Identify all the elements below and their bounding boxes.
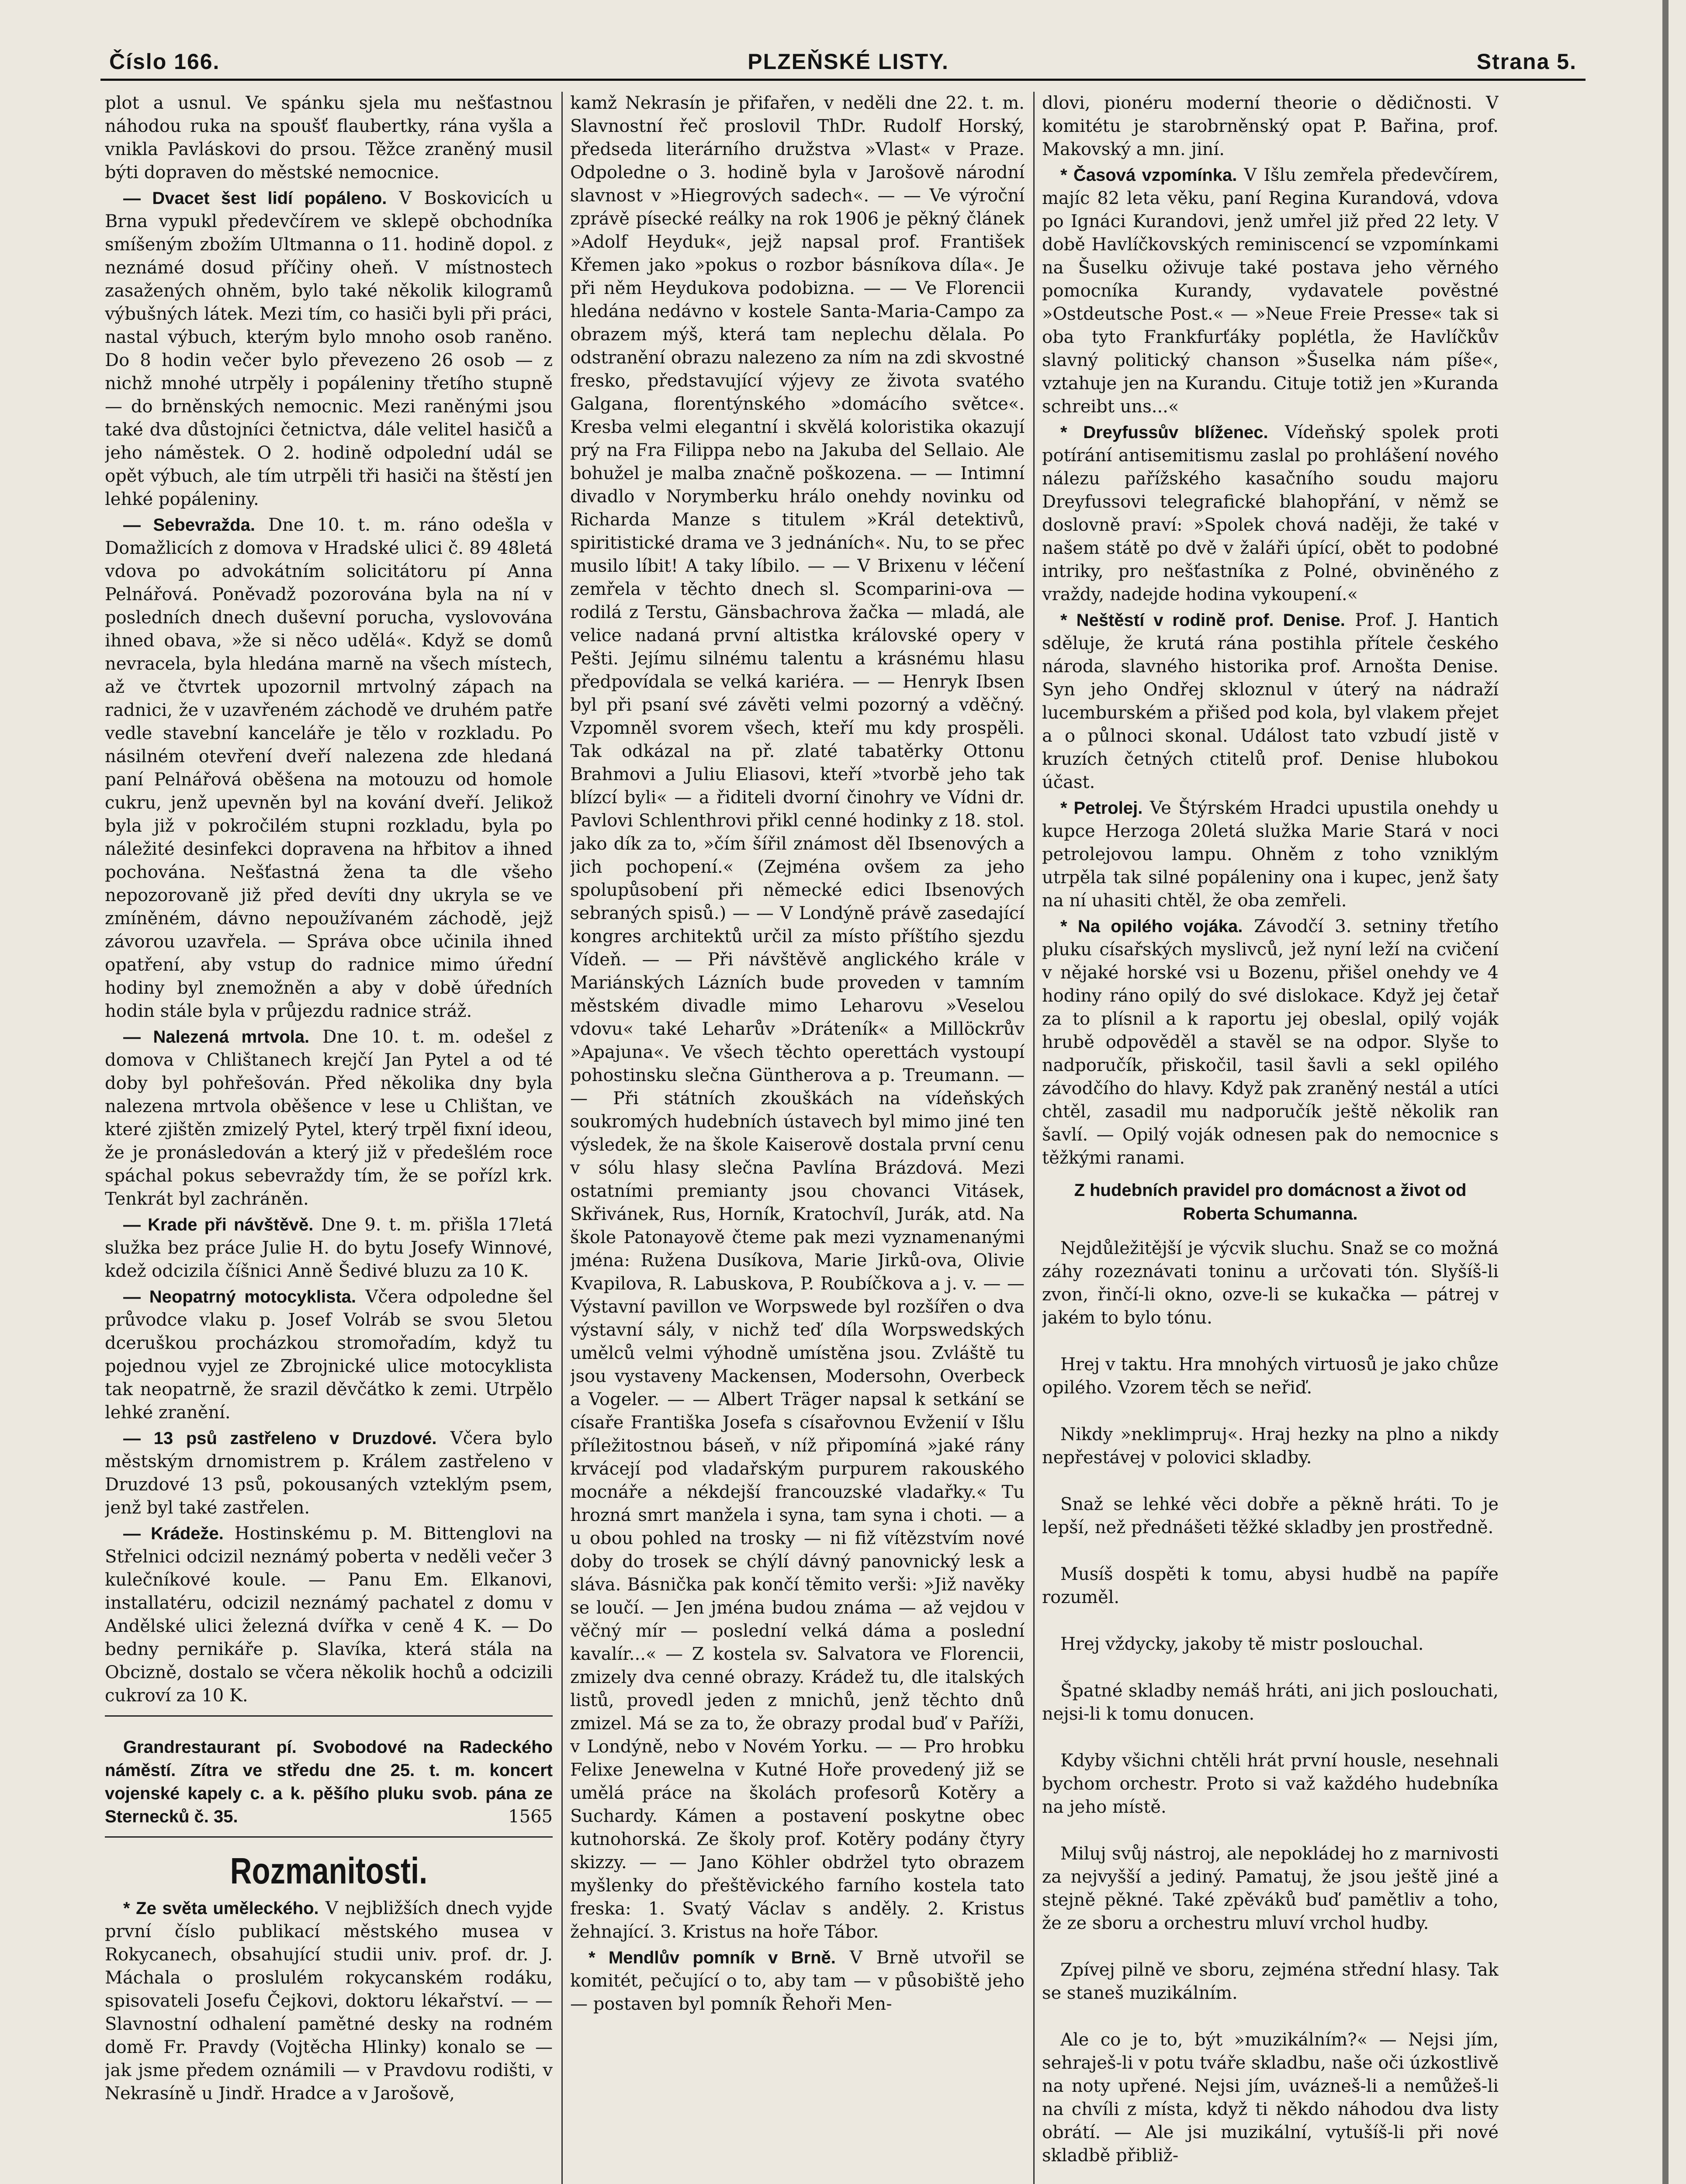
- article-headline: * Ze světa uměleckého.: [123, 1899, 319, 1918]
- miscellany-articles: [1042, 92, 1499, 2167]
- article-paragraph: [105, 1286, 553, 1424]
- section-heading: Rozmanitosti.: [230, 1850, 428, 1891]
- article-headline: * Neštěstí v rodině prof. Denise.: [1060, 611, 1345, 630]
- article-paragraph: [1042, 609, 1499, 794]
- article-paragraph: [1042, 1842, 1499, 1935]
- article-headline: — Dvacet šest lidí popáleno.: [123, 189, 387, 208]
- article-headline: — Sebevražda.: [123, 515, 255, 535]
- article-paragraph: [105, 187, 553, 511]
- article-headline: * Dreyfussův blíženec.: [1060, 423, 1268, 442]
- article-text: V Boskovicích u Brna vypukl předevčírem ve sklepě obchodníka smíšeným zbožím Ultmanna o 11. hodině dopol. z neznámé dosud příčiny oheň. V místnostech zasažených ohněm, bylo také několik kilogramů výbušných látek. Mezi tím, co hasiči byli při práci, nastal výbuch, kterým bylo mnoho osob raněno. Do 8 hodin večer bylo převezeno 26 osob — z nichž mnohé utrpěly i popáleniny třetího stupně — do brněnských nemocnic. Mezi raněnými jsou také dva důstojníci četnictva, dále velitel hasičů a jeho náměstek. O 2. hodině odpolední udál se opět výbuch, ale tím utrpěli tři hasiči na štěstí jen lehké popáleniny.: [105, 188, 553, 509]
- column-divider: [561, 92, 563, 2184]
- article-text: Prof. J. Hantich sděluje, že krutá rána postihla přítele českého národa, slavného historika prof. Arnošta Denise. Syn jeho Ondřej skloznul v úterý na nádraží lucemburském a přišed pod kola, byl vlakem přejet a o půlnoci skonal. Událost tato vzbudí jistě v kruzích četných ctitelů prof. Denise hlubokou účast.: [1042, 610, 1499, 792]
- column-divider: [1033, 92, 1035, 2184]
- article-text: Dne 10. t. m. odešel z domova v Chlištanech krejčí Jan Pytel a od té doby byl pohřešován. Před několika dny byla nalezena mrtvola oběšence v lese u Chlištan, ve které zjištěn zmizelý Pytel, který trpěl fixní ideou, že je pronásledován a který již v předešlém roce spáchal pokus sebevraždy tím, že se pořízl krk. Tenkrát byl zachráněn.: [105, 1027, 553, 1209]
- article-paragraph: [1042, 1959, 1499, 2005]
- article-text: V Brně utvořil se komitét, pečující o to, aby tam — v působiště jeho — postaven byl pomník Řehoři Men-: [570, 1948, 1025, 2014]
- article-paragraph: [570, 1946, 1025, 2016]
- article-paragraph: [1042, 1353, 1499, 1400]
- article-headline: * Časová vzpomínka.: [1060, 166, 1237, 185]
- article-text: Hostinskému p. M. Bittenglovi na Střelnici odcizil neznámý poberta v neděli večer 3 kulečníkové koule. — Panu Em. Elkanovi, installatéru, odcizil neznámý pachatel z domu v Andělské ulici železná dvířka v ceně 4 K. — Do bedny pernikáře p. Slavíka, která stála na Obcizně, dostalo se včera několik hochů a odcizili cukroví za 10 K.: [105, 1524, 553, 1706]
- article-headline: — Krádeže.: [123, 1524, 224, 1543]
- article-paragraph: [105, 92, 553, 184]
- article-text: Ve Štýrském Hradci upustila onehdy u kupce Herzoga 20letá služka Marie Stará v noci petrolejovou lampu. Ohněm z toho vzniklým utrpěla tak silné popáleniny ona i kupec, jenž šaty na ní uhasiti chtěl, že oba zemřeli.: [1042, 798, 1499, 911]
- article-text: Špatné skladby nemáš hráti, ani jich poslouchati, nejsi-li k tomu donucen.: [1042, 1681, 1499, 1724]
- article-paragraph: [105, 1213, 553, 1283]
- article-text: Nejdůležitější je výcvik sluchu. Snaž se co možná záhy rozeznávati toninu a určovati tón. Slyšíš-li zvon, řinčí-li okno, ozve-li se kukačka — pátrej v jakém to bylo tónu.: [1042, 1238, 1499, 1328]
- miscellany-articles: [570, 92, 1025, 2016]
- news-articles: [105, 92, 553, 1707]
- article-paragraph: [1042, 915, 1499, 1170]
- article-paragraph: [570, 92, 1025, 1944]
- column-3: [1042, 92, 1499, 2184]
- article-paragraph: [105, 1522, 553, 1707]
- article-text: kamž Nekrasín je přifařen, v neděli dne 22. t. m. Slavnostní řeč proslovil ThDr. Rudolf Horský, předseda literárního družstva »Vlast« v Praze. Odpoledne o 3. hodině byla v Jarošově národní slavnost v »Hiegrových sadech«. — — Ve výroční zprávě písecké reálky na rok 1906 je pěkný článek »Adolf Heyduk«, jejž napsal prof. František Křemen jako »pokus o rozbor básníkova díla«. Je při něm Heydukova podobizna. — — Ve Florencii hledána nedávno v kostele Santa-Maria-Campo za obrazem mýš, která tam neplechu dělala. Po odstranění obrazu nalezeno za ním na zdi skvostné fresko, představující výjevy ze života svatého Galgana, florentýnského »domácího světce«. Kresba velmi elegantní i skvělá koloristika okazují prý na Fra Filippa nebo na Jakuba del Sellaio. Ale bohužel je malba značně poškozena. — — Intimní divadlo v Norymberku hrálo onehdy novinku od Richarda Manze s titulem »Král detektivů, spiritistické drama ve 3 jednáních«. Nu, to se přec musilo líbit! A taky líbilo. — — V Brixenu v léčení zemřela v těchto dnech sl. Scomparini-ova — rodilá z Terstu, Gänsbachrova žačka — mladá, ale velice nadaná první altistka královské opery v Pešti. Jejímu silnému talentu a krásnému hlasu předpovídala se velká kariéra. — — Henryk Ibsen byl při psaní své závěti velmi pozorný a vděčný. Vzpomněl svorem všech, kteří mu kdy prospěli. Tak odkázal na př. zlaté tabatěrky Ottonu Brahmovi a Juliu Eliasovi, kteří »tvorbě jeho tak blízcí byli« — a řiditeli dvorní činohry ve Vídni dr. Pavlovi Schlenthrovi přikl cenné hodinky z 18. stol. jako dík za to, »čím šířil známost děl Ibsenových a jich pochopení.« (Zejména ovšem za jeho spolupůsobení při německé edici Ibsenových sebraných spisů.) — — V Londýně právě zasedající kongres architektů určil za místo příštího sjezdu Vídeň. — — Při návštěvě anglického krále v Mariánských Lázních bude proveden v tamním městském divadle mimo Leharovu »Veselou vdovu« také Leharův »Dráteník« a Millöckrův »Apajuna«. Ve všech těchto operettách vystoupí pohostinsku slečna Güntherova a p. Treumann. — — Při státních zkouškách na vídeňských soukromých hudebních ústavech byl mimo jiné ten výsledek, že na škole Kaiserově dostala první cenu v sólu hlasy slečna Pavlína Brázdová. Mezi ostatními premianty jsou chovanci Vitásek, Skřivánek, Rus, Horník, Kratochvíl, Jurák, atd. Na škole Patonayově čteme pak mezi vyznamenanými jména: Ruženа Dusíkova, Marie Jirků-ova, Olivie Kvapilova, R. Labuskova, P. Roubíčkova a j. v. — — Výstavní pavillon ve Worpswede byl rozšířen o dva výstavní sály, v nichž teď díla Worpswedských umělců velmi výhodně umístěna jsou. Zvláště tu jsou vystaveny Mackensen, Modersohn, Overbeck a Vogeler. — — Albert Träger napsal k setkání se císaře Františka Josefa s císařovnou Evženií v Išlu příležitostnou báseň, v níž připomíná »jaké rány krvácejí pod vladařským purpurem rakouského mocnáře a nékdejší francouzské vladařky.« Tu hrozná smrt manžela i syna, tam syna i choti. — a u obou pohled na trosky — ni fiž vítězstvím nové doby do trosek se chýlí dávný panovnický lesk a sláva. Básnička pak končí těmito verši: »Již navěky se loučí. — Jen jména budou známa — až vejdou v věčný mír — poslední velká dáma a poslední kavalír...« — Z kostela sv. Salvatora ve Florencii, zmizely dva cenné obrazy. Krádež tu, dle italských listů, provedl jeden z mnichů, jenž těchto dnů zmizel. Má se za to, že obrazy prodal buď v Paříži, v Londýně, nebo v Novém Yorku. — — Pro hrobku Felixe Jenewelna v Kutné Hoře provedený již se umělá práce na školách profesorů Kotěry a Suchardy. Kámen a postavení poskytne obec kutnohorská. Ze školy prof. Kotěry podány čtyry skizzy. — — Jano Köhler obdržel tyto obrazem myšlenky do přeštěvického farního kostela tato freska: 1. Svatý Václav s anděly. 2. Kristus žehnající. 3. Kristus na hoře Tábor.: [570, 93, 1025, 1942]
- article-paragraph: [105, 1427, 553, 1520]
- article-paragraph: [1042, 1679, 1499, 1726]
- article-text: Hrej vždycky, jakoby tě mistr poslouchal.: [1060, 1634, 1424, 1654]
- article-paragraph: [1042, 1423, 1499, 1469]
- separator-rule: [105, 1715, 553, 1717]
- article-paragraph: [105, 514, 553, 1023]
- article-headline: * Na opilého vojáka.: [1060, 917, 1243, 936]
- article-text: Kdyby všichni chtěli hrát první housle, nesehnali bychom orchestr. Proto si važ každého hudebníka na jeho místě.: [1042, 1751, 1499, 1817]
- article-paragraph: [1042, 1749, 1499, 1819]
- article-text: Závodčí 3. setniny třetího pluku císařských myslivců, jež nyní leží na cvičení v nějaké horské vsi u Bozenu, přišel onehdy ve 4 hodiny ráno opilý do své dislokace. Když jej četař za to plísnil a k raportu jej obeslal, opilý voják hrubě odpověděl a stavěl se na odpor. Slyše to nadporučík, přiskočil, tasil šavli a sekl opilého závodčího do hlavy. Když pak zraněný nestál a utíci chtěl, zasadil mu nadporučík ještě několik ran šavlí. — Opilý voják odnesen pak do nemocnice s těžkými ranami.: [1042, 916, 1499, 1168]
- article-paragraph: [1042, 164, 1499, 418]
- ad-text: Grandrestaurant pí. Svobodové na Radeckého náměstí. Zítra ve středu dne 25. t. m. koncert vojenské kapely c. a k. pěšího pluku svob. pána ze Sternecků č. 35.: [105, 1738, 553, 1826]
- article-text: Musíš dospěti k tomu, abysi hudbě na papíře rozuměl.: [1042, 1564, 1499, 1607]
- article-paragraph: [1042, 2028, 1499, 2167]
- ad-number: 1565: [508, 1807, 553, 1827]
- article-paragraph: [1042, 1633, 1499, 1656]
- article-headline: — 13 psů zastřeleno v Druzdové.: [123, 1429, 437, 1448]
- article-paragraph: [1042, 92, 1499, 161]
- page-header: [109, 39, 1577, 74]
- article-text: Hrej v taktu. Hra mnohých virtuosů je jako chůze opilého. Vzorem těch se neřiď.: [1042, 1355, 1499, 1398]
- article-text: plot a usnul. Ve spánku sjela mu nešťastnou náhodou ruka na spoušť flaubertky, rána vyšla a vnikla Pavláskovi do prsou. Těžce zraněný musil býti dopraven do městské nemocnice.: [105, 93, 553, 183]
- article-text: Včera odpoledne šel průvodce vlaku p. Josef Volráb se svou 5letou dceruškou procházkou stromořadím, když tu pojednou vyjel ze Zbrojnické ulice motocyklista tak neopatrně, že srazil děvčátko k zemi. Utrpělo lehké zranění.: [105, 1287, 553, 1423]
- article-paragraph: [1042, 1237, 1499, 1330]
- header-rule: [100, 79, 1586, 81]
- article-text: Miluj svůj nástroj, ale nepokládej ho z marnivosti za nejvyšší a jediný. Pamatuj, že jsou ještě jiné a stejně pěkné. Také zpěváků buď pamětliv a toho, že ze sboru a orchestru mluví vrchol hudby.: [1042, 1844, 1499, 1933]
- article-text: V Išlu zemřela předevčírem, majíc 82 leta věku, paní Regina Kurandová, vdova po Ignáci Kurandovi, jenž umřel již před 22 lety. V době Havlíčkovských reminiscencí se vzpomínkami na Šuselku oživuje také postava jeho věrného pomocníka Kurandy, vydavatele pověstné »Ostdeutsche Post.« — »Neue Freie Presse« tak si oba tyto Frankfurťáky poplétla, že Havlíčkův slavný politický chanson »Šuselka nám píše«, vztahuje jen na Kurandu. Cituje totiž jen »Kuranda schreibt uns...«: [1042, 165, 1499, 417]
- article-paragraph: [105, 1897, 553, 2105]
- article-text: Snaž se lehké věci dobře a pěkně hráti. To je lepší, než přednášeti těžké skladby jen prostředně.: [1042, 1494, 1499, 1538]
- article-text: Dne 10. t. m. ráno odešla v Domažlicích z domova v Hradské ulici č. 89 48letá vdova po advokátním solicitátoru pí Anna Pelnářová. Poněvadž pozorována byla na ní v posledních dnech duševní porucha, vyslovována ihned obava, »že si něco udělá«. Když se domů nevracela, byla hledána marně na všech místech, až ve čtvrtek upozornil mrtvolný zápach na radnici, že v uzavřeném záchodě ve druhém patře vedle stavební kanceláře je tělo v rozkladu. Po násilném otevření dveří nalezena zde hledaná paní Pelnářová oběšena na motouzu od homole cukru, jenž upevněn byl na kování dveří. Jelikož byla již v pokročilém stupni rozkladu, byla po náležité desinfekci dopravena na hřbitov a ihned pochována. Nešťastná žena ta dle všeho nepozorovaně již před devíti dny ukryla se ve zmíněném, dávno nepoužívaném záchodě, jejž závorou uzavřela. — Správa obce učinila ihned opatření, aby vstup do radnice mimo úřední hodiny byl znemožněn a aby v době úředních hodin stále byla v průjezdu radnice stráž.: [105, 515, 553, 1021]
- article-paragraph: [105, 1026, 553, 1211]
- separator-rule: [105, 1836, 553, 1838]
- page-number: Strana 5.: [1476, 49, 1577, 74]
- article-headline: — Neopatrný motocyklista.: [123, 1287, 357, 1306]
- article-headline: — Nalezená mrtvola.: [123, 1027, 310, 1047]
- advertisement: [105, 1736, 553, 1828]
- article-paragraph: [1042, 797, 1499, 912]
- article-title: Z hudebních pravidel pro domácnost a život od Roberta Schumanna.: [1074, 1181, 1467, 1223]
- article-text: Dne 9. t. m. přišla 17letá služka bez práce Julie H. do bytu Josefy Winnové, kdež odcizila číšnici Anně Šedivé bluzu za 10 K.: [105, 1215, 553, 1281]
- miscellany-articles: [105, 1897, 553, 2105]
- issue-number: Číslo 166.: [109, 49, 220, 74]
- article-headline: * Mendlův pomník v Brně.: [589, 1948, 836, 1967]
- article-text: Zpívej pilně ve sboru, zejména střední hlasy. Tak se staneš muzikálním.: [1042, 1960, 1499, 2003]
- article-text: Včera bylo městským drnomistrem p. Králem zastřeleno v Druzdové 13 psů, pokousaných vzteklým psem, jenž byl také zastřelen.: [105, 1428, 553, 1518]
- article-text: Nikdy »neklimpruj«. Hraj hezky na plno a nikdy nepřestávej v polovici skladby.: [1042, 1424, 1499, 1468]
- article-text: Vídeňský spolek proti potírání antisemitismu zaslal po prohlášení nového nálezu pařížského kasačního soudu majoru Dreyfussovi telegrafické blahopřání, v němž se doslovně praví: »Spolek chová naději, že také v našem státě po dvě v žaláři úpící, obět to podobné intriky, pro nešťastníka z Polné, obviněného z vraždy, nadejde hodina vykoupení.«: [1042, 422, 1499, 605]
- article-headline: — Krade při návštěvě.: [123, 1215, 314, 1234]
- article-paragraph: [1042, 1563, 1499, 1609]
- article-text: V nejbližších dnech vyjde první číslo publikací městského musea v Rokycanech, obsahující studii univ. prof. dr. J. Máchala o proslulém rokycanském rodáku, spisovateli Josefu Čejkovi, doktoru lékařství. — — Slavnostní odhalení pamětné desky na rodném domě Fr. Pravdy (Vojtěcha Hlinky) konalo se — jak jsme předem oznámili — v Pravdovu rodišti, v Nekrasíně u Jindř. Hradce a v Jarošově,: [105, 1898, 553, 2104]
- scan-edge: [1662, 0, 1669, 2184]
- article-paragraph: [1042, 1493, 1499, 1539]
- column-2: [570, 92, 1025, 2184]
- column-1: [105, 92, 553, 2184]
- article-text: dlovi, pionéru moderní theorie o dědičnosti. V komitétu je starobrněnský opat P. Bařina, prof. Makovský a mn. jiní.: [1042, 93, 1499, 159]
- newspaper-title: PLZEŇSKÉ LISTY.: [748, 49, 949, 74]
- article-paragraph: [1042, 421, 1499, 606]
- article-headline: * Petrolej.: [1060, 798, 1143, 818]
- article-text: Ale co je to, být »muzikálním?« — Nejsi jím, sehraješ-li v potu tváře skladbu, naše oči úzkostlivě na noty upřené. Nejsi jím, uvázneš-li a nemůžeš-li na chvíli z místa, když ti někdo náhodou dva listy obrátí. — Ale jsi muzikální, vytušíš-li při nové skladbě přibliž-: [1042, 2030, 1499, 2166]
